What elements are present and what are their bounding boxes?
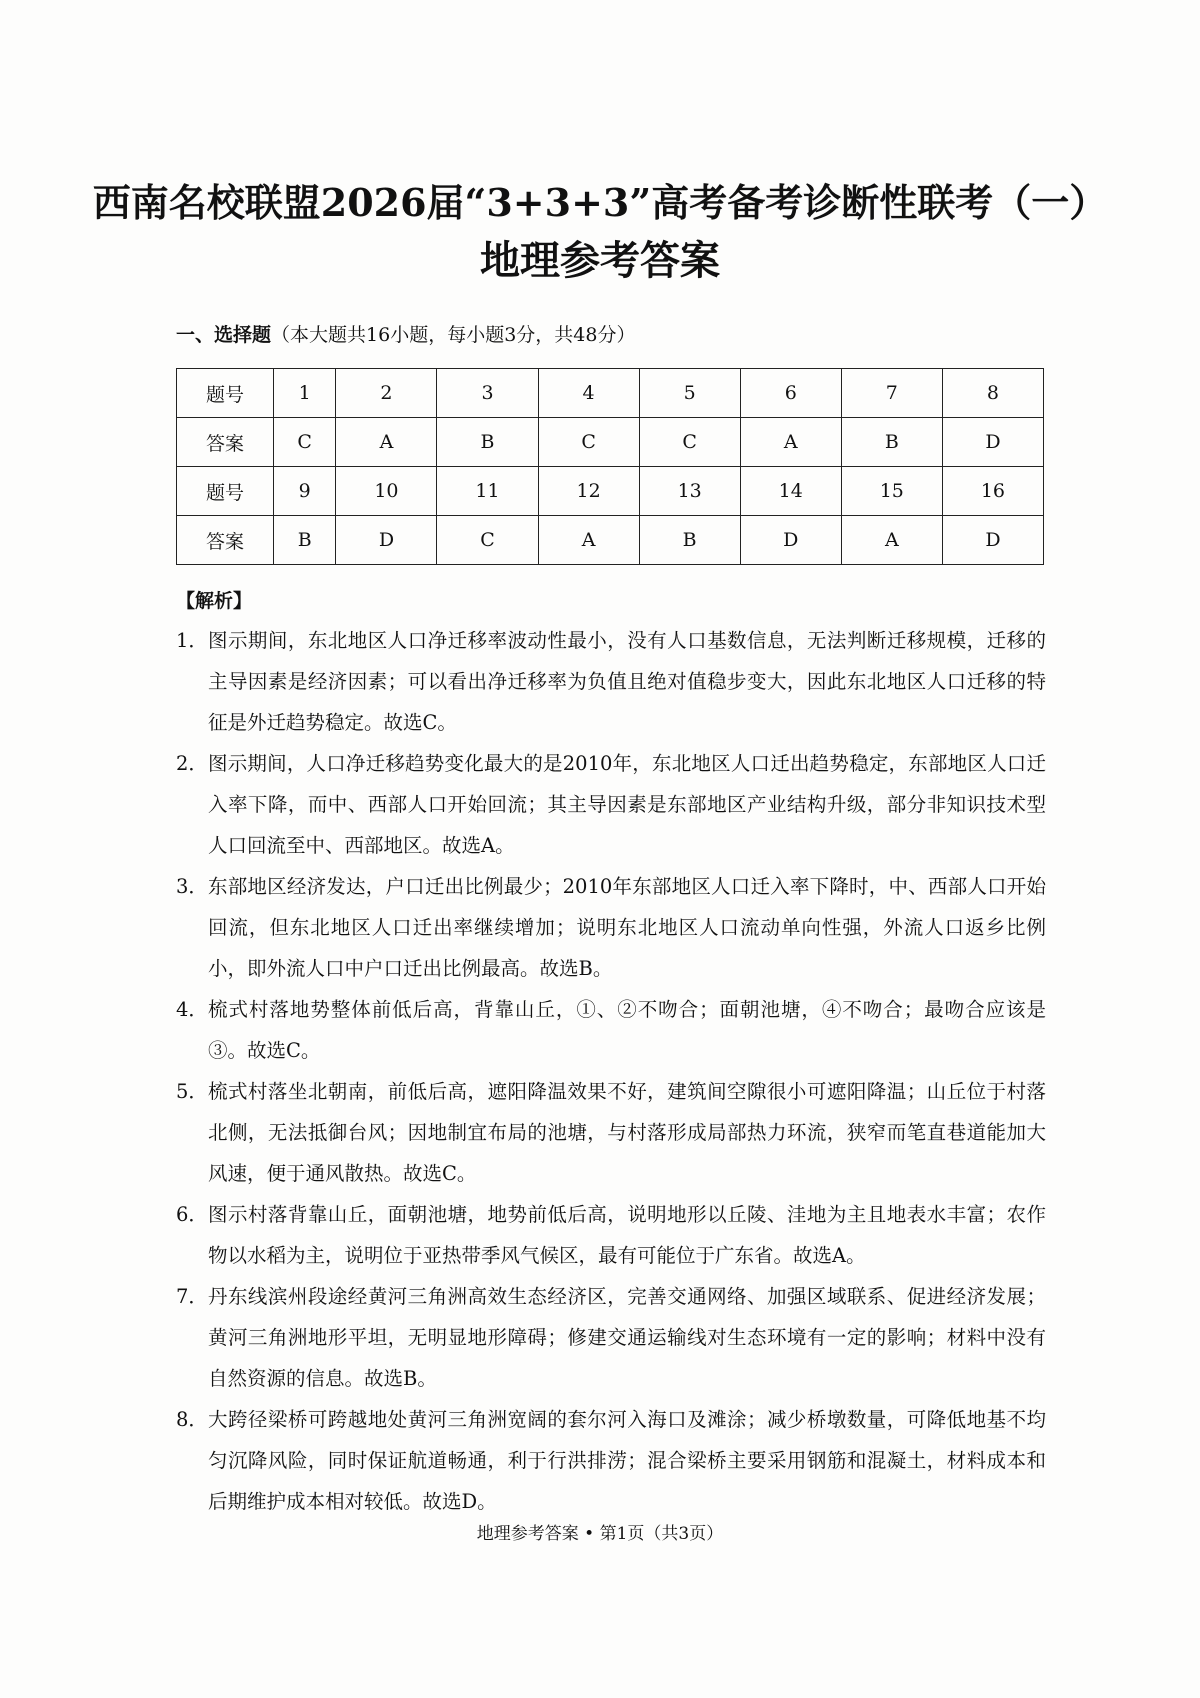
table-cell: 4: [538, 369, 639, 418]
explanation-text: 梳式村落地势整体前低后高，背靠山丘，①、②不吻合；面朝池塘，④不吻合；最吻合应该是③。故选C。: [208, 998, 1046, 1062]
table-cell: 15: [841, 467, 942, 516]
table-cell: B: [274, 516, 336, 565]
answer-table-body: [177, 369, 1044, 565]
table-cell: A: [336, 418, 437, 467]
table-row: [177, 369, 1044, 418]
explanation-number: 6．: [176, 1203, 208, 1226]
explanation-item: [176, 743, 1046, 866]
table-cell: 8: [942, 369, 1043, 418]
table-row: [177, 467, 1044, 516]
table-cell: 6: [740, 369, 841, 418]
table-cell: D: [336, 516, 437, 565]
explanation-list: [176, 620, 1046, 1522]
table-cell: 14: [740, 467, 841, 516]
table-row: [177, 418, 1044, 467]
table-cell: C: [538, 418, 639, 467]
explanation-text: 丹东线滨州段途经黄河三角洲高效生态经济区，完善交通网络、加强区域联系、促进经济发展；黄河三角洲地形平坦，无明显地形障碍；修建交通运输线对生态环境有一定的影响；材料中没有自然资源的信息。故选B。: [208, 1285, 1046, 1390]
explanation-number: 2．: [176, 752, 208, 775]
section-heading-label: 一、选择题: [176, 324, 272, 346]
table-cell: 5: [639, 369, 740, 418]
table-cell: B: [841, 418, 942, 467]
explanation-item: [176, 1194, 1046, 1276]
answer-table: [176, 368, 1044, 565]
table-cell: D: [740, 516, 841, 565]
row-label: 题号: [177, 369, 274, 418]
explanation-text: 东部地区经济发达，户口迁出比例最少；2010年东部地区人口迁入率下降时，中、西部人口开始回流，但东北地区人口迁出率继续增加；说明东北地区人口流动单向性强，外流人口返乡比例小，即外流人口中户口迁出比例最高。故选B。: [208, 875, 1046, 980]
table-cell: 7: [841, 369, 942, 418]
table-cell: C: [274, 418, 336, 467]
table-cell: B: [437, 418, 538, 467]
explanation-text: 图示期间，东北地区人口净迁移率波动性最小，没有人口基数信息，无法判断迁移规模，迁移的主导因素是经济因素；可以看出净迁移率为负值且绝对值稳步变大，因此东北地区人口迁移的特征是外迁趋势稳定。故选C。: [208, 629, 1046, 734]
table-cell: 2: [336, 369, 437, 418]
table-cell: A: [740, 418, 841, 467]
table-cell: 13: [639, 467, 740, 516]
exam-title: 西南名校联盟2026届“3+3+3”高考备考诊断性联考（一）: [92, 180, 1108, 225]
table-cell: 9: [274, 467, 336, 516]
explanation-text: 图示期间，人口净迁移趋势变化最大的是2010年，东北地区人口迁出趋势稳定，东部地区人口迁入率下降，而中、西部人口开始回流；其主导因素是东部地区产业结构升级，部分非知识技术型人口回流至中、西部地区。故选A。: [208, 752, 1046, 857]
explanation-item: [176, 620, 1046, 743]
explanation-text: 梳式村落坐北朝南，前低后高，遮阳降温效果不好，建筑间空隙很小可遮阳降温；山丘位于村落北侧，无法抵御台风；因地制宜布局的池塘，与村落形成局部热力环流，狭窄而笔直巷道能加大风速，便于通风散热。故选C。: [208, 1080, 1046, 1185]
table-cell: A: [841, 516, 942, 565]
section-heading: [176, 322, 635, 348]
table-cell: 12: [538, 467, 639, 516]
table-cell: 16: [942, 467, 1043, 516]
explanation-number: 3．: [176, 875, 208, 898]
table-cell: B: [639, 516, 740, 565]
table-cell: D: [942, 418, 1043, 467]
explanation-number: 4．: [176, 998, 208, 1021]
table-cell: C: [639, 418, 740, 467]
subject-title: 地理参考答案: [480, 237, 720, 284]
explanation-text: 图示村落背靠山丘，面朝池塘，地势前低后高，说明地形以丘陵、洼地为主且地表水丰富；农作物以水稻为主，说明位于亚热带季风气候区，最有可能位于广东省。故选A。: [208, 1203, 1046, 1267]
table-cell: 1: [274, 369, 336, 418]
explanation-number: 8．: [176, 1408, 208, 1431]
table-row: [177, 516, 1044, 565]
explanation-text: 大跨径梁桥可跨越地处黄河三角洲宽阔的套尔河入海口及滩涂；减少桥墩数量，可降低地基不均匀沉降风险，同时保证航道畅通，利于行洪排涝；混合梁桥主要采用钢筋和混凝土，材料成本和后期维护成本相对较低。故选D。: [208, 1408, 1046, 1513]
table-cell: 10: [336, 467, 437, 516]
table-cell: C: [437, 516, 538, 565]
table-cell: D: [942, 516, 1043, 565]
explanation-number: 1．: [176, 629, 208, 652]
page-footer: 地理参考答案 • 第1页（共3页）: [476, 1524, 724, 1544]
table-cell: 3: [437, 369, 538, 418]
table-cell: A: [538, 516, 639, 565]
explanation-number: 5．: [176, 1080, 208, 1103]
analysis-title: 【解析】: [176, 590, 253, 612]
row-label: 题号: [177, 467, 274, 516]
explanation-item: [176, 866, 1046, 989]
table-cell: 11: [437, 467, 538, 516]
explanation-number: 7．: [176, 1285, 208, 1308]
explanation-item: [176, 1071, 1046, 1194]
row-label: 答案: [177, 418, 274, 467]
row-label: 答案: [177, 516, 274, 565]
explanation-item: [176, 1399, 1046, 1522]
section-heading-note: （本大题共16小题，每小题3分，共48分）: [271, 324, 636, 346]
explanation-item: [176, 1276, 1046, 1399]
explanation-item: [176, 989, 1046, 1071]
